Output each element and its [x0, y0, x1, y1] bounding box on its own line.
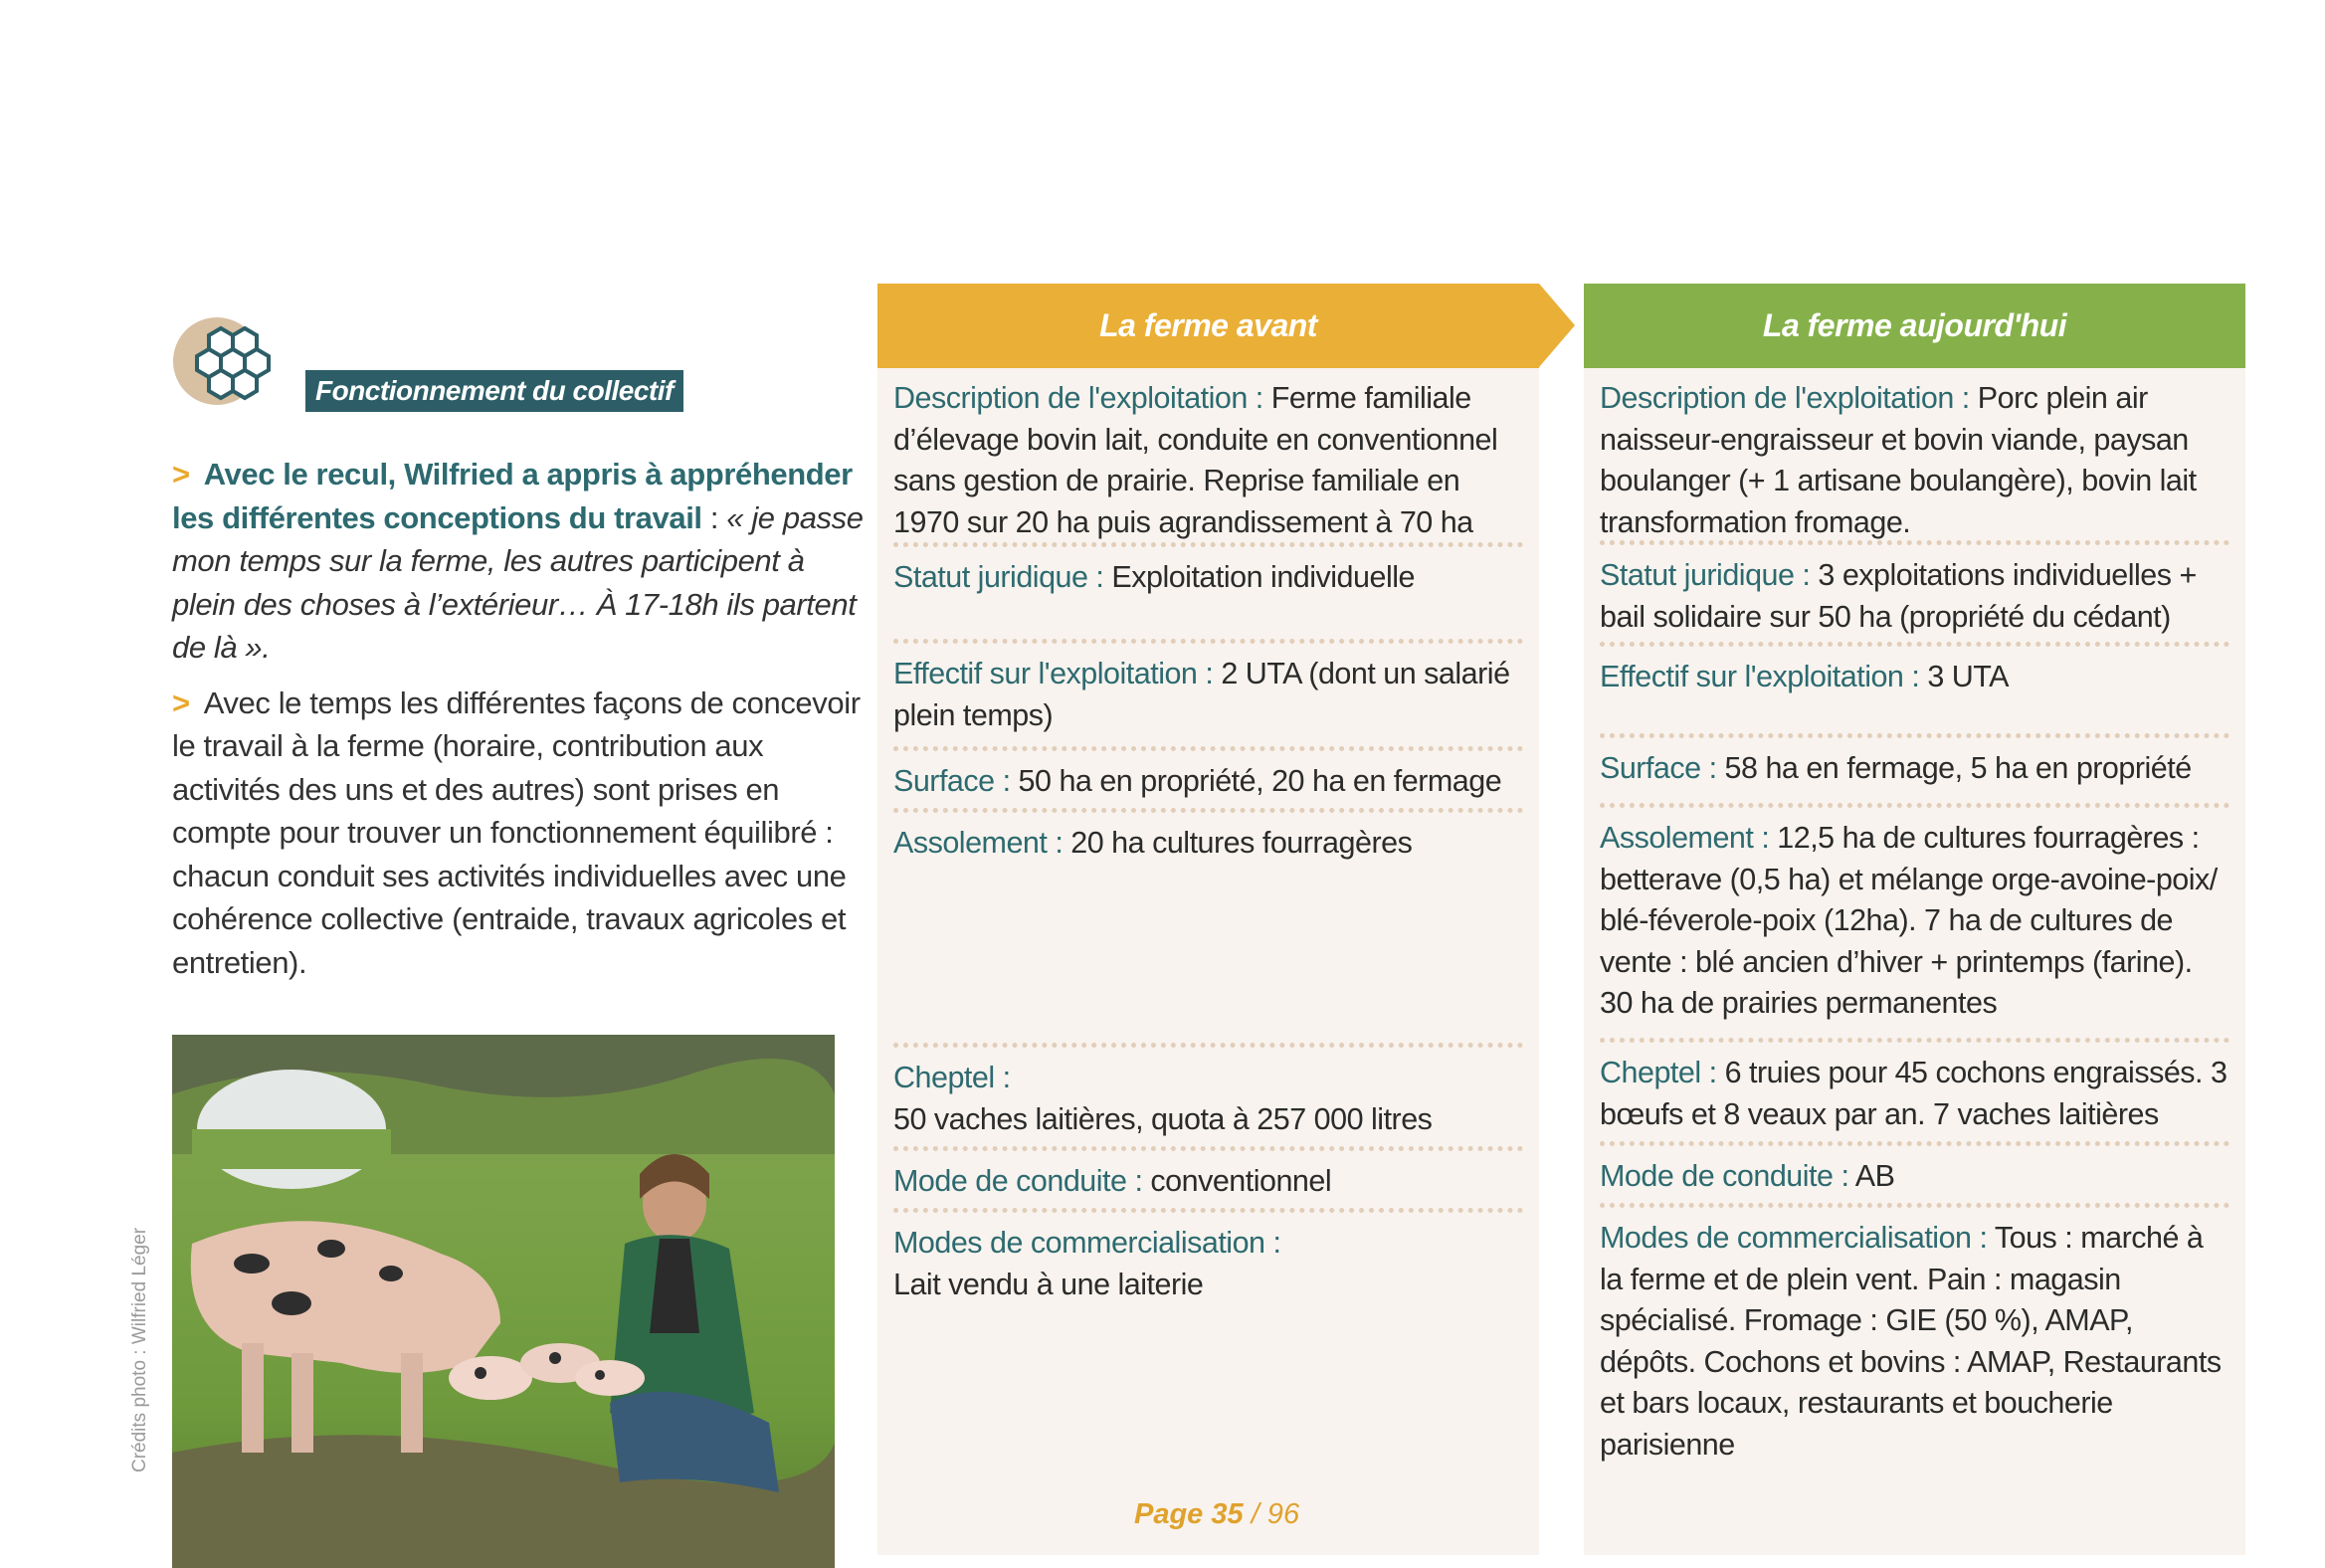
left-text-block: [172, 453, 869, 996]
row-label: Statut juridique :: [893, 560, 1112, 594]
photo-credit: Crédits photo : Wilfried Léger: [129, 1227, 150, 1472]
row-label: Assolement :: [893, 826, 1071, 860]
hexagon-cluster-icon: [171, 315, 279, 415]
row-label: Modes de commercialisation :: [1600, 1221, 1995, 1255]
paragraph-2: [172, 682, 869, 985]
row-value: Exploitation individuelle: [1111, 560, 1415, 594]
before-row-assolement: [893, 813, 1523, 1048]
column-after-header: La ferme aujourd'hui: [1584, 284, 2245, 368]
paragraph-1-quote: « je passe mon temps sur la ferme, les autres participent à plein des choses à l’extérieur… À 17-18h ils partent de là ».: [172, 499, 864, 665]
before-row-description: [893, 368, 1523, 547]
paragraph-1-colon: :: [701, 499, 727, 535]
row-value: Porc plein air naisseur-engraisseur et bovin viande, paysan boulanger (+ 1 artisane boulangère), bovin lait transformation fromage.: [1600, 381, 2197, 539]
after-row-surface: [1600, 738, 2229, 808]
paragraph-1: [172, 453, 869, 670]
after-row-statut: [1600, 545, 2229, 647]
row-label: Effectif sur l'exploitation :: [1600, 660, 1928, 693]
paragraph-2-text: Avec le temps les différentes façons de concevoir le travail à la ferme (horaire, contribution aux activités des uns et des autres) sont prises en compte pour trouver un fonctionnement équilibré : chacun conduit ses activités individuelles avec une cohérence collective (entraide, travaux agricoles et entretien).: [172, 685, 861, 980]
row-label: Surface :: [893, 764, 1019, 798]
column-before-body: [877, 368, 1539, 1555]
row-value: 20 ha cultures fourragères: [1070, 826, 1413, 860]
before-row-effectif: [893, 644, 1523, 751]
row-value: 3 UTA: [1927, 660, 2010, 693]
before-row-statut: [893, 547, 1523, 644]
row-value: AB: [1854, 1159, 1895, 1193]
row-label: Mode de conduite :: [1600, 1159, 1855, 1193]
row-label: Effectif sur l'exploitation :: [893, 657, 1222, 690]
paragraph-1-lead: Avec le recul, Wilfried a appris à appréhender les différentes conceptions du travail: [172, 457, 853, 535]
chevron-right-icon: >: [172, 685, 190, 720]
column-after-body: [1584, 368, 2245, 1555]
row-value: conventionnel: [1150, 1164, 1332, 1198]
column-before: [877, 284, 1539, 1555]
farm-photo: [172, 1035, 835, 1568]
row-value: 2 UTA (dont un salarié plein temps): [893, 657, 1510, 732]
column-after: [1584, 284, 2245, 1555]
section-tag: Fonctionnement du collectif: [305, 370, 683, 412]
page-total: / 96: [1243, 1498, 1300, 1530]
after-row-commercialisation: [1600, 1208, 2229, 1475]
after-row-assolement: [1600, 808, 2229, 1043]
row-value: Lait vendu à une laiterie: [893, 1267, 1204, 1301]
page-number: [1134, 1498, 1299, 1531]
column-before-header: La ferme avant: [877, 284, 1539, 368]
after-row-cheptel: [1600, 1043, 2229, 1146]
before-row-conduite: [893, 1151, 1523, 1213]
row-label: Description de l'exploitation :: [893, 381, 1271, 415]
row-value: 12,5 ha de cultures fourragères : betterave (0,5 ha) et mélange orge-avoine-poix/ blé-féverole-poix (12ha). 7 ha de cultures de vente : blé ancien d’hiver + printemps (farine). 30 ha de prairies permanentes: [1600, 821, 2218, 1020]
after-row-description: [1600, 368, 2229, 545]
row-value: Ferme familiale d’élevage bovin lait, conduite en conventionnel sans gestion de prairie. Reprise familiale en 1970 sur 20 ha puis agrandissement à 70 ha: [893, 381, 1498, 539]
row-value: 50 vaches laitières, quota à 257 000 litres: [893, 1101, 1433, 1136]
row-value: Tous : marché à la ferme et de plein vent. Pain : magasin spécialisé. Fromage : GIE (50 %), AMAP, dépôts. Cochons et bovins : AMAP, Restaurants et bars locaux, restaurants et boucherie parisienne: [1600, 1221, 2222, 1462]
row-label: Modes de commercialisation :: [893, 1226, 1281, 1260]
after-row-effectif: [1600, 647, 2229, 738]
row-value: 58 ha en fermage, 5 ha en propriété: [1724, 751, 2192, 785]
after-row-conduite: [1600, 1146, 2229, 1208]
before-row-surface: [893, 751, 1523, 813]
row-label: Mode de conduite :: [893, 1164, 1151, 1198]
row-value: 3 exploitations individuelles + bail solidaire sur 50 ha (propriété du cédant): [1600, 558, 2197, 634]
page-current: Page 35: [1134, 1498, 1244, 1530]
row-label: Surface :: [1600, 751, 1725, 785]
row-value: 50 ha en propriété, 20 ha en fermage: [1018, 764, 1502, 798]
before-row-cheptel: [893, 1048, 1523, 1151]
row-value: 6 truies pour 45 cochons engraissés. 3 bœufs et 8 veaux par an. 7 vaches laitières: [1600, 1056, 2228, 1131]
before-row-commercialisation: [893, 1213, 1523, 1315]
chevron-right-icon: >: [172, 457, 190, 491]
row-label: Description de l'exploitation :: [1600, 381, 1978, 415]
row-label: Cheptel :: [893, 1061, 1011, 1094]
row-label: Assolement :: [1600, 821, 1778, 855]
row-label: Statut juridique :: [1600, 558, 1819, 592]
row-label: Cheptel :: [1600, 1056, 1725, 1089]
